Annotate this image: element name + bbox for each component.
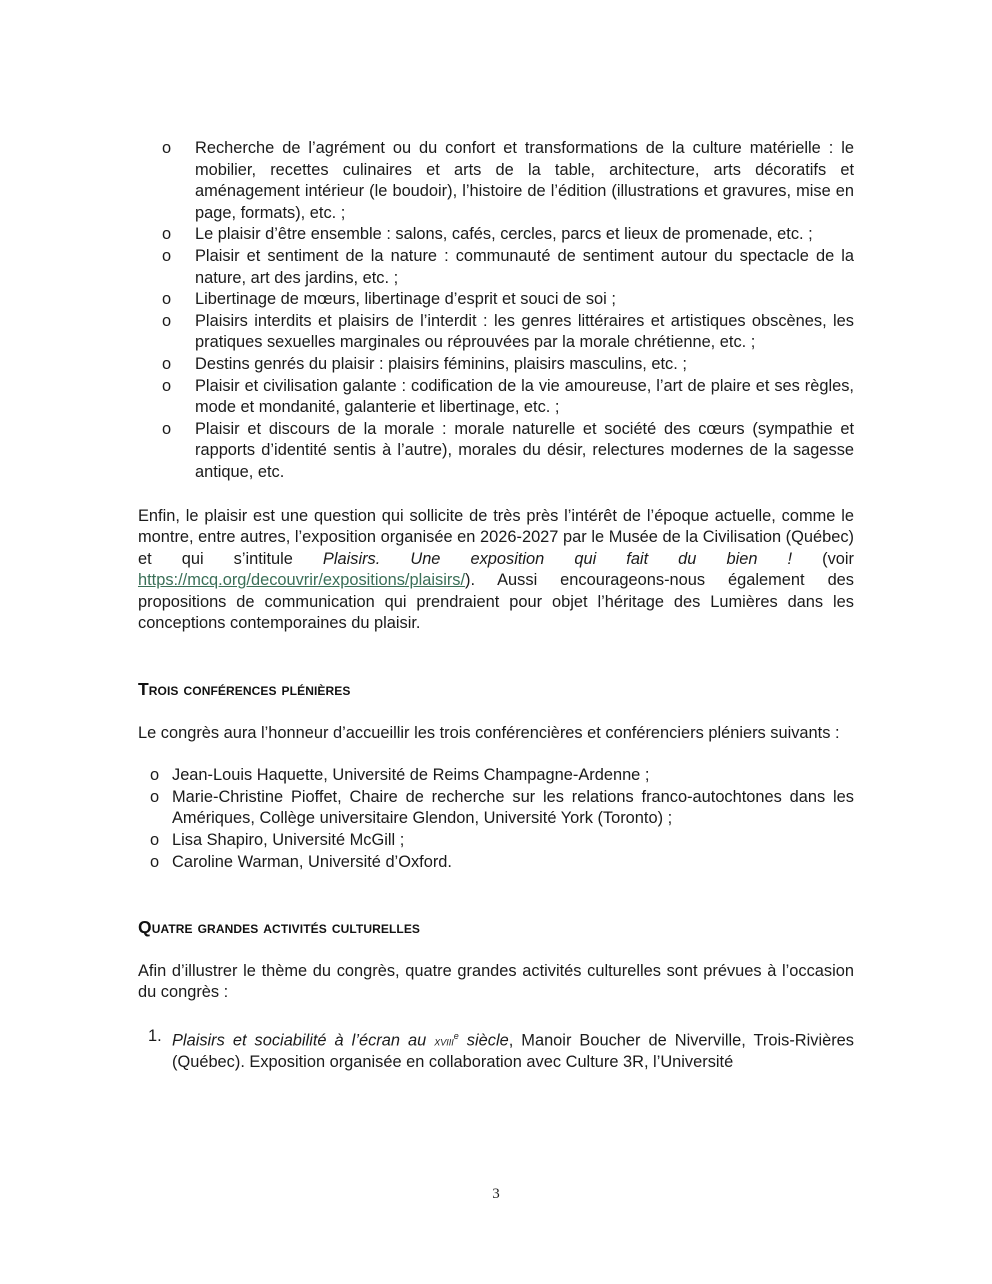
enfin-text-3: ). Aussi encourageons-nous également des propositions de communication qui prendraient pour objet l’héritage des Lumières dans les conceptions contemporaines du plaisir. <box>138 571 854 633</box>
bullet-marker: o <box>150 831 160 850</box>
bullet-marker: o <box>162 376 172 395</box>
theme-item <box>138 246 854 289</box>
speakers-list <box>138 765 854 873</box>
bullet-marker: o <box>150 852 160 871</box>
activity-title-end: siècle <box>458 1031 509 1050</box>
activity-century: xviii <box>434 1033 454 1049</box>
activites-list <box>138 1026 854 1074</box>
bullet-marker: o <box>150 787 160 806</box>
exhibition-link[interactable]: https://mcq.org/decouvrir/expositions/plaisirs/ <box>138 571 466 590</box>
theme-text: Plaisir et sentiment de la nature : communauté de sentiment autour du spectacle de la nature, art des jardins, etc. ; <box>195 246 854 287</box>
activity-century-sup: e <box>453 1031 459 1041</box>
speaker-text: Marie-Christine Pioffet, Chaire de recherche sur les relations franco-autochtones dans les Amériques, Collège universitaire Glendon, Université York (Toronto) ; <box>172 787 854 828</box>
bullet-marker: o <box>150 766 160 785</box>
theme-item <box>138 224 854 246</box>
enfin-paragraph <box>138 506 854 636</box>
activity-item <box>138 1026 854 1074</box>
themes-list <box>138 138 854 484</box>
theme-text: Plaisir et discours de la morale : morale naturelle et société des cœurs (sympathie et rapports d’identité sentis à l’autre), morales du désir, relectures modernes de la sagesse antique, etc. <box>195 419 854 481</box>
bullet-marker: o <box>162 354 172 373</box>
theme-text: Le plaisir d’être ensemble : salons, cafés, cercles, parcs et lieux de promenade, etc. ; <box>195 225 813 244</box>
speaker-item <box>138 787 854 830</box>
activites-intro: Afin d’illustrer le thème du congrès, quatre grandes activités culturelles sont prévues à l’occasion du congrès : <box>138 961 854 1002</box>
theme-item <box>138 376 854 419</box>
theme-item <box>138 354 854 376</box>
activity-description: , Manoir Boucher de Niverville, Trois-Rivières (Québec). Exposition organisée en collaboration avec Culture 3R, l’Université <box>172 1031 854 1072</box>
theme-text: Plaisir et civilisation galante : codification de la vie amoureuse, l’art de plaire et ses règles, mode et mondanité, galanterie et libertinage, etc. ; <box>195 376 854 417</box>
exhibition-title: Plaisirs. Une exposition qui fait du bien ! <box>322 549 793 568</box>
plenieres-heading: Trois conférences plénières <box>138 679 351 700</box>
speaker-text: Jean-Louis Haquette, Université de Reims Champagne-Ardenne ; <box>172 766 650 785</box>
theme-item <box>138 138 854 224</box>
speaker-text: Lisa Shapiro, Université McGill ; <box>172 831 405 850</box>
page-number: 3 <box>492 1186 500 1202</box>
bullet-marker: o <box>162 139 172 157</box>
bullet-marker: o <box>162 311 172 330</box>
theme-text: Recherche de l’agrément ou du confort et transformations de la culture matérielle : le mobilier, recettes culinaires et arts de la table, architecture, arts décoratifs et aménagement intérieur (le boudoir), l’histoire de l’édition (illustrations et gravures, mise en page, formats), etc. ; <box>195 139 854 222</box>
speaker-item <box>138 852 854 874</box>
speaker-item <box>138 830 854 852</box>
enfin-text-1: Enfin, le plaisir est une question qui sollicite de très près l’intérêt de l’époque actuelle, comme le montre, entre autres, l’exposition organisée en 2026-2027 par le Musée de la Civilisation (Québec) et qui s’intitule <box>138 506 854 568</box>
bullet-marker: o <box>162 290 172 309</box>
bullet-marker: o <box>162 419 172 438</box>
theme-item <box>138 419 854 484</box>
theme-item <box>138 289 854 311</box>
plenieres-intro: Le congrès aura l’honneur d’accueillir les trois conférencières et conférenciers pléniers suivants : <box>138 723 840 742</box>
speaker-text: Caroline Warman, Université d’Oxford. <box>172 852 452 871</box>
bullet-marker: o <box>162 225 172 244</box>
bullet-marker: o <box>162 246 172 265</box>
activity-number: 1. <box>148 1027 162 1045</box>
theme-text: Plaisirs interdits et plaisirs de l’interdit : les genres littéraires et artistiques obscènes, les pratiques sexuelles marginales ou réprouvées par la morale chrétienne, etc. ; <box>195 311 854 352</box>
activity-title: Plaisirs et sociabilité à l’écran au <box>172 1031 435 1050</box>
theme-text: Libertinage de mœurs, libertinage d’esprit et souci de soi ; <box>195 290 616 309</box>
enfin-text-2: (voir <box>792 549 854 568</box>
activites-heading: Quatre grandes activités culturelles <box>138 917 421 938</box>
theme-text: Destins genrés du plaisir : plaisirs féminins, plaisirs masculins, etc. ; <box>195 354 687 373</box>
document-page <box>138 138 854 1074</box>
speaker-item <box>138 765 854 787</box>
theme-item <box>138 311 854 354</box>
